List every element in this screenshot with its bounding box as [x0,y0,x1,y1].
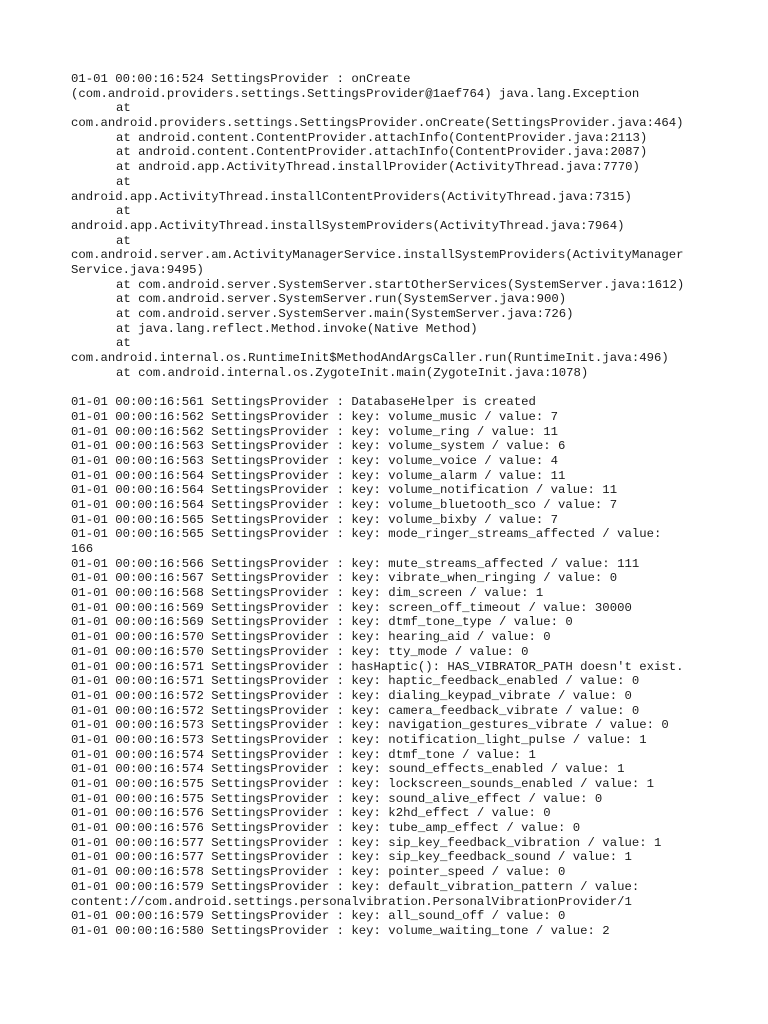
log-line: 01-01 00:00:16:570 SettingsProvider : key: tty_mode / value: 0 [71,644,529,659]
settings-log-block [71,395,751,938]
log-line: 01-01 00:00:16:579 SettingsProvider : key: all_sound_off / value: 0 [71,909,566,924]
stack-trace-block [71,72,751,380]
log-line: 01-01 00:00:16:564 SettingsProvider : key: volume_alarm / value: 11 [71,468,566,483]
log-line: 01-01 00:00:16:573 SettingsProvider : key: notification_light_pulse / value: 1 [71,732,647,747]
log-line: content://com.android.settings.personalvibration.PersonalVibrationProvider/1 [71,894,632,909]
log-line: 01-01 00:00:16:579 SettingsProvider : key: default_vibration_pattern / value: [71,879,640,894]
stack-trace-line: com.android.server.am.ActivityManagerService.installSystemProviders(ActivityManager [71,248,684,263]
log-line: 01-01 00:00:16:578 SettingsProvider : key: pointer_speed / value: 0 [71,865,566,880]
stack-trace-line: (com.android.providers.settings.SettingsProvider@1aef764) java.lang.Exception [71,86,640,101]
log-line: 01-01 00:00:16:562 SettingsProvider : key: volume_ring / value: 11 [71,424,559,439]
log-line: 01-01 00:00:16:576 SettingsProvider : key: tube_amp_effect / value: 0 [71,821,581,836]
log-line: 01-01 00:00:16:565 SettingsProvider : key: mode_ringer_streams_affected / value: [71,527,662,542]
stack-trace-line: at com.android.server.SystemServer.startOtherServices(SystemServer.java:1612) [116,277,685,292]
log-line: 01-01 00:00:16:575 SettingsProvider : key: lockscreen_sounds_enabled / value: 1 [71,777,654,791]
log-line: 01-01 00:00:16:577 SettingsProvider : key: sip_key_feedback_vibration / value: 1 [71,835,662,850]
log-line: 01-01 00:00:16:576 SettingsProvider : key: k2hd_effect / value: 0 [71,806,551,821]
stack-trace-line: at [116,233,131,248]
log-line: 01-01 00:00:16:562 SettingsProvider : key: volume_music / value: 7 [71,409,559,424]
log-line: 01-01 00:00:16:564 SettingsProvider : key: volume_bluetooth_sco / value: 7 [71,497,618,512]
log-line: 01-01 00:00:16:564 SettingsProvider : key: volume_notification / value: 11 [71,483,618,498]
log-line: 01-01 00:00:16:569 SettingsProvider : key: screen_off_timeout / value: 30000 [71,600,632,615]
log-line: 01-01 00:00:16:571 SettingsProvider : key: haptic_feedback_enabled / value: 0 [71,674,640,689]
stack-trace-line: at [116,204,131,219]
stack-trace-line: at com.android.server.SystemServer.run(SystemServer.java:900) [116,292,567,307]
stack-trace-line: at com.android.server.SystemServer.main(SystemServer.java:726) [116,307,574,321]
stack-trace-line: at android.app.ActivityThread.installProvider(ActivityThread.java:7770) [116,160,640,175]
stack-trace-line: com.android.internal.os.RuntimeInit$MethodAndArgsCaller.run(RuntimeInit.java:496) [71,351,669,366]
stack-trace-line: at java.lang.reflect.Method.invoke(Native Method) [116,321,478,336]
blank-line-separator [71,380,751,395]
log-line: 01-01 00:00:16:568 SettingsProvider : key: dim_screen / value: 1 [71,586,544,601]
stack-trace-line: android.app.ActivityThread.installContentProviders(ActivityThread.java:7315) [71,189,632,204]
stack-trace-line: at [116,101,131,116]
log-line: 01-01 00:00:16:571 SettingsProvider : hasHaptic(): HAS_VIBRATOR_PATH doesn't exist. [71,659,684,674]
log-line: 01-01 00:00:16:572 SettingsProvider : key: dialing_keypad_vibrate / value: 0 [71,688,632,703]
log-line: 01-01 00:00:16:580 SettingsProvider : key: volume_waiting_tone / value: 2 [71,923,610,938]
log-line: 01-01 00:00:16:572 SettingsProvider : key: camera_feedback_vibrate / value: 0 [71,703,640,718]
log-line: 01-01 00:00:16:575 SettingsProvider : key: sound_alive_effect / value: 0 [71,791,603,806]
log-line: 01-01 00:00:16:563 SettingsProvider : key: volume_voice / value: 4 [71,453,559,468]
log-line: 01-01 00:00:16:565 SettingsProvider : key: volume_bixby / value: 7 [71,512,559,527]
stack-trace-line: Service.java:9495) [71,262,204,277]
stack-trace-line: at android.content.ContentProvider.attachInfo(ContentProvider.java:2113) [116,130,648,145]
log-line: 01-01 00:00:16:563 SettingsProvider : key: volume_system / value: 6 [71,439,566,454]
stack-trace-line: at com.android.internal.os.ZygoteInit.main(ZygoteInit.java:1078) [116,365,589,380]
stack-trace-line: com.android.providers.settings.SettingsProvider.onCreate(SettingsProvider.java:464) [71,116,684,131]
log-line: 01-01 00:00:16:574 SettingsProvider : key: sound_effects_enabled / value: 1 [71,762,625,777]
stack-trace-line: 01-01 00:00:16:524 SettingsProvider : onCreate [71,72,411,86]
log-line: 01-01 00:00:16:567 SettingsProvider : key: vibrate_when_ringing / value: 0 [71,571,618,586]
log-line: 01-01 00:00:16:574 SettingsProvider : key: dtmf_tone / value: 1 [71,747,536,762]
log-line: 01-01 00:00:16:561 SettingsProvider : DatabaseHelper is created [71,395,536,410]
stack-trace-line: android.app.ActivityThread.installSystemProviders(ActivityThread.java:7964) [71,218,625,233]
stack-trace-line: at [116,336,131,351]
log-line: 01-01 00:00:16:570 SettingsProvider : key: hearing_aid / value: 0 [71,630,551,645]
log-line: 01-01 00:00:16:573 SettingsProvider : key: navigation_gestures_vibrate / value: 0 [71,718,669,733]
log-document [71,72,751,939]
log-line: 166 [71,542,94,556]
log-line: 01-01 00:00:16:577 SettingsProvider : key: sip_key_feedback_sound / value: 1 [71,850,632,865]
log-line: 01-01 00:00:16:569 SettingsProvider : key: dtmf_tone_type / value: 0 [71,615,573,630]
stack-trace-line: at android.content.ContentProvider.attachInfo(ContentProvider.java:2087) [116,145,648,160]
stack-trace-line: at [116,174,131,189]
log-line: 01-01 00:00:16:566 SettingsProvider : key: mute_streams_affected / value: 111 [71,556,640,571]
